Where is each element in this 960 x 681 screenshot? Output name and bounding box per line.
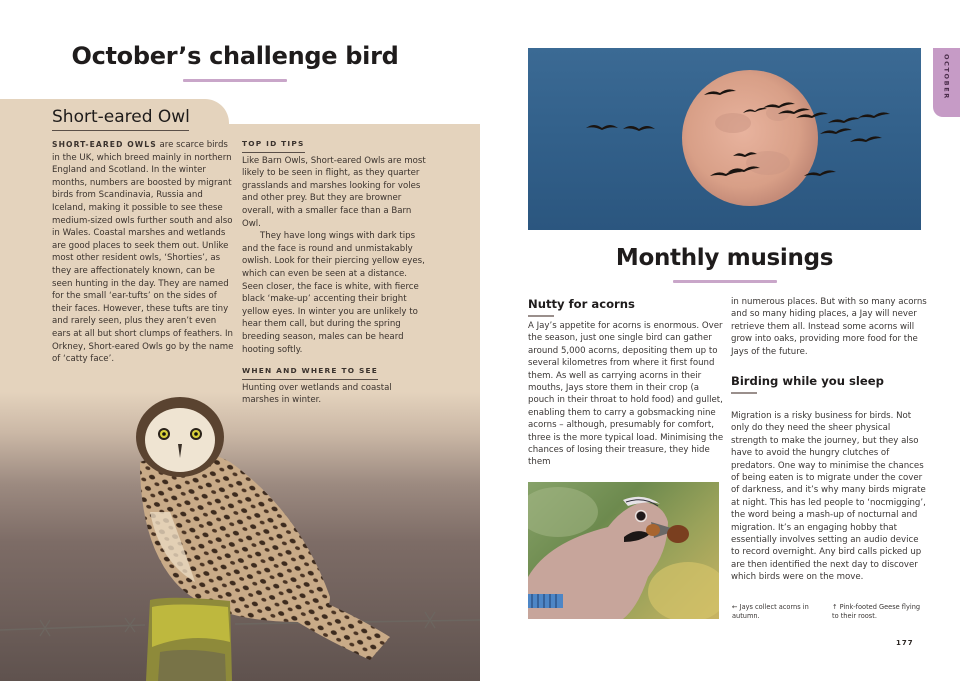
nocmig-text: Migration is a risky business for birds. Not only do they need the sheer physical strength to make the journey, but they also have to avoid the hungry clutches of predators. One way to minimise the chances of being eaten is to migrate under the cover of darkness, and it’s why many birds migrate at night. This has led people to ‘nocmigging’, the word being a mash-up of nocturnal and migration. It’s an engaging hobby that essentially involves setting an audio device to record overnight. Any bird calls picked up are then identified the next day to discover which birds were on the move. bbox=[731, 411, 926, 583]
right-page bbox=[480, 0, 960, 681]
heading-rule bbox=[52, 130, 189, 131]
jay-illustration bbox=[528, 482, 719, 619]
owl-photo bbox=[0, 392, 480, 681]
caption-text: Jays collect acorns in autumn. bbox=[732, 603, 809, 620]
title-underline bbox=[183, 79, 287, 82]
jay-photo bbox=[528, 482, 719, 619]
caption-jay bbox=[732, 603, 827, 621]
section-title: Monthly musings bbox=[615, 245, 834, 271]
acorns-text-col-2: in numerous places. But with so many acorns and so many hiding places, a Jay will never retrieve them all. Instead some acorns will grow into oaks, providing more food for the Jays of the future. bbox=[731, 297, 927, 357]
heading-rule bbox=[528, 315, 554, 317]
month-tab-label: OCTOBER bbox=[942, 54, 951, 100]
acorns-text-col-1: A Jay’s appetite for acorns is enormous. Over the season, just one single bird can gather around 5,000 acorns, depositing them up to several kilometres from where it first found them. As well as carrying acorns in their mouths, Jays store them in their crop (a pouch in their throat to hold food) and gullet, enabling them to carry a gobsmacking nine acorns – although, presumably for comfort, three is the more typical load. Minimising the chances of losing their treasure, they hide them bbox=[528, 321, 724, 468]
page-number: 177 bbox=[896, 639, 914, 647]
arrow-left-icon: ← bbox=[732, 603, 738, 611]
geese-moon-illustration bbox=[528, 48, 921, 230]
section-heading-nocmig: Birding while you sleep bbox=[731, 374, 884, 388]
geese-moon-photo bbox=[528, 48, 921, 230]
owl-illustration bbox=[0, 392, 480, 681]
bird-name-heading: Short-eared Owl bbox=[52, 107, 190, 127]
month-tab bbox=[933, 48, 960, 117]
section-heading-acorns: Nutty for acorns bbox=[528, 297, 635, 311]
arrow-up-icon: ↑ bbox=[832, 603, 838, 611]
tips-paragraph-2: They have long wings with dark tips and the face is round and unmistakably owlish. Look for their piercing yellow eyes, which can even be seen at a distance. Seen closer, the face is white, with fierce black ‘make-up’ accenting their bright yellow eyes. In winter you are unlikely to hear them call, but during the spring breeding season, males can be heard hooting softly. bbox=[242, 231, 425, 355]
top-id-tips-label: TOP ID TIPS bbox=[242, 138, 305, 153]
title-underline bbox=[673, 280, 777, 283]
caption-geese bbox=[832, 603, 927, 621]
when-where-text: Hunting over wetlands and coastal marshes in winter. bbox=[242, 382, 392, 406]
bird-intro-column bbox=[52, 139, 234, 366]
caption-text: Pink-footed Geese flying to their roost. bbox=[832, 603, 921, 620]
intro-text: are scarce birds in the UK, which breed mainly in northern England and Scotland. In the winter months, numbers are boosted by migrant birds from Scandinavia, Russia and Iceland, making it possible to see these medium-sized owls further south and also in Wales. Coastal marshes and wetlands are good places to seek them out. Unlike most other resident owls, ‘Shorties’, as they are affectionately known, can be seen hunting in the day. They are named for the small ‘ear-tufts’ on the sides of their faces. However, these tufts are tiny and rarely seen, plus they aren’t even ears at all but short clumps of feathers. In Orkney, Short-eared Owls go by the name of ‘catty face’. bbox=[52, 140, 234, 365]
when-where-label: WHEN AND WHERE TO SEE bbox=[242, 365, 378, 380]
heading-rule bbox=[731, 392, 757, 394]
intro-lead: SHORT-EARED OWLS bbox=[52, 140, 157, 149]
tips-paragraph-1: Like Barn Owls, Short-eared Owls are most likely to be seen in flight, as they quarter grasslands and marshes looking for voles and other prey. But they are browner overall, with a smaller face than a Barn Owl. bbox=[242, 155, 426, 229]
page-title: October’s challenge bird bbox=[71, 42, 399, 70]
bird-tips-column bbox=[242, 138, 428, 407]
